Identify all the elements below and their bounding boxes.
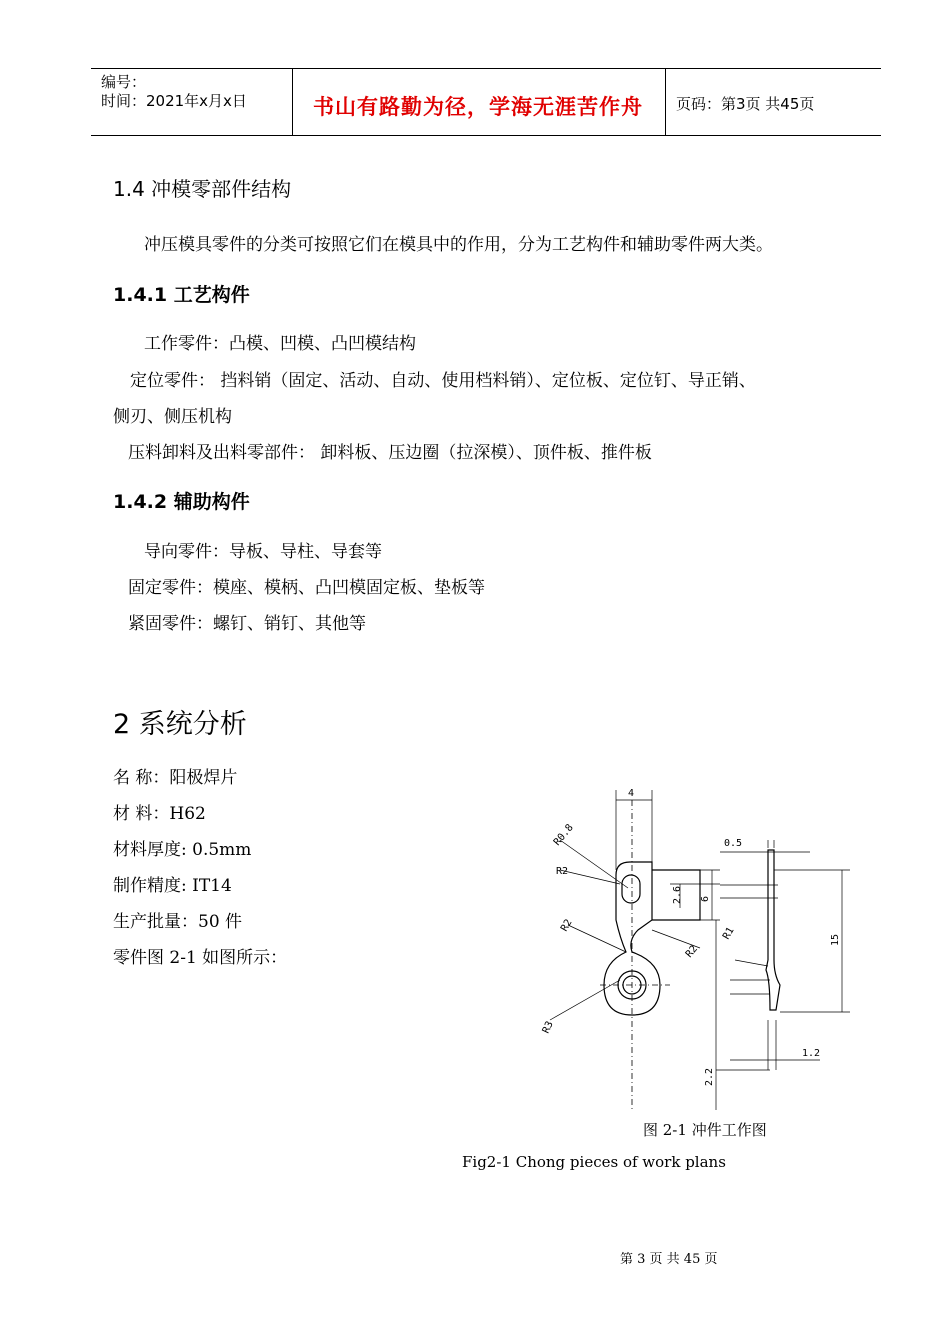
dim-15: 15 xyxy=(830,933,841,946)
spec-figure-ref: 零件图 2-1 如图所示： xyxy=(113,948,288,968)
paragraph-1-4-intro: 冲压模具零件的分类可按照它们在模具中的作用，分为工艺构件和辅助零件两大类。 xyxy=(144,235,773,255)
part-outline xyxy=(604,862,660,1015)
text-positioning-parts: 定位零件： 挡料销（固定、活动、自动、使用档料销）、定位板、定位钉、导正销、 xyxy=(130,371,756,391)
page-footer: 第 3 页 共 45 页 xyxy=(620,1252,718,1267)
dim-6: 6 xyxy=(700,895,711,902)
slot xyxy=(622,875,640,903)
figure-caption-en: Fig2-1 Chong pieces of work plans xyxy=(462,1153,726,1171)
text-guide-parts: 导向零件：导板、导柱、导套等 xyxy=(144,542,382,562)
heading-1-4: 1.4 冲模零部件结构 xyxy=(113,177,292,201)
side-view-outline xyxy=(766,850,780,1010)
heading-1-4-1: 1.4.1 工艺构件 xyxy=(113,284,250,306)
dim-r2-left: R2 xyxy=(559,917,575,934)
spec-precision: 制作精度: IT14 xyxy=(113,876,232,896)
text-fastening-parts: 紧固零件：螺钉、销钉、其他等 xyxy=(128,614,366,634)
heading-1-4-2: 1.4.2 辅助构件 xyxy=(113,491,250,513)
dim-1-2: 1.2 xyxy=(802,1048,821,1059)
text-fixed-parts: 固定零件：模座、模柄、凸凹模固定板、垫板等 xyxy=(128,578,485,598)
header-page-label: 页码：第3页 共45页 xyxy=(676,95,815,113)
spec-batch: 生产批量：50 件 xyxy=(113,912,243,932)
spec-material: 材 料：H62 xyxy=(113,804,206,824)
spec-thickness: 材料厚度: 0.5mm xyxy=(113,840,252,860)
dim-r0-8: R0.8 xyxy=(551,822,576,848)
header-time-label: 时间：2021年x月x日 xyxy=(101,92,247,110)
header-motto: 书山有路勤为径，学海无涯苦作舟 xyxy=(313,95,643,119)
header-bottom-rule xyxy=(91,135,881,136)
figure-caption-cn: 图 2-1 冲件工作图 xyxy=(643,1121,767,1139)
spec-name: 名 称：阳极焊片 xyxy=(113,768,238,788)
dim-r2-top: R2 xyxy=(556,866,569,877)
text-positioning-parts-cont: 侧刃、侧压机构 xyxy=(113,407,232,427)
part-drawing xyxy=(520,780,860,1120)
dim-r3: R3 xyxy=(540,1019,556,1036)
text-unloading-parts: 压料卸料及出料零部件： 卸料板、压边圈（拉深模）、顶件板、推件板 xyxy=(128,443,652,463)
dim-2-2: 2.2 xyxy=(704,1067,715,1086)
text-working-parts: 工作零件：凸模、凹模、凸凹模结构 xyxy=(144,334,416,354)
dim-r1: R1 xyxy=(721,925,737,942)
dim-2-6: 2.6 xyxy=(672,885,683,904)
dim-r2-right: R2 xyxy=(683,943,701,960)
header-divider-1 xyxy=(292,68,293,136)
dim-0-5: 0.5 xyxy=(724,838,743,849)
heading-2: 2 系统分析 xyxy=(113,709,247,740)
header-top-rule xyxy=(91,68,881,69)
header-divider-2 xyxy=(665,68,666,136)
header-code-label: 编号： xyxy=(101,73,147,91)
dim-4: 4 xyxy=(628,788,635,799)
